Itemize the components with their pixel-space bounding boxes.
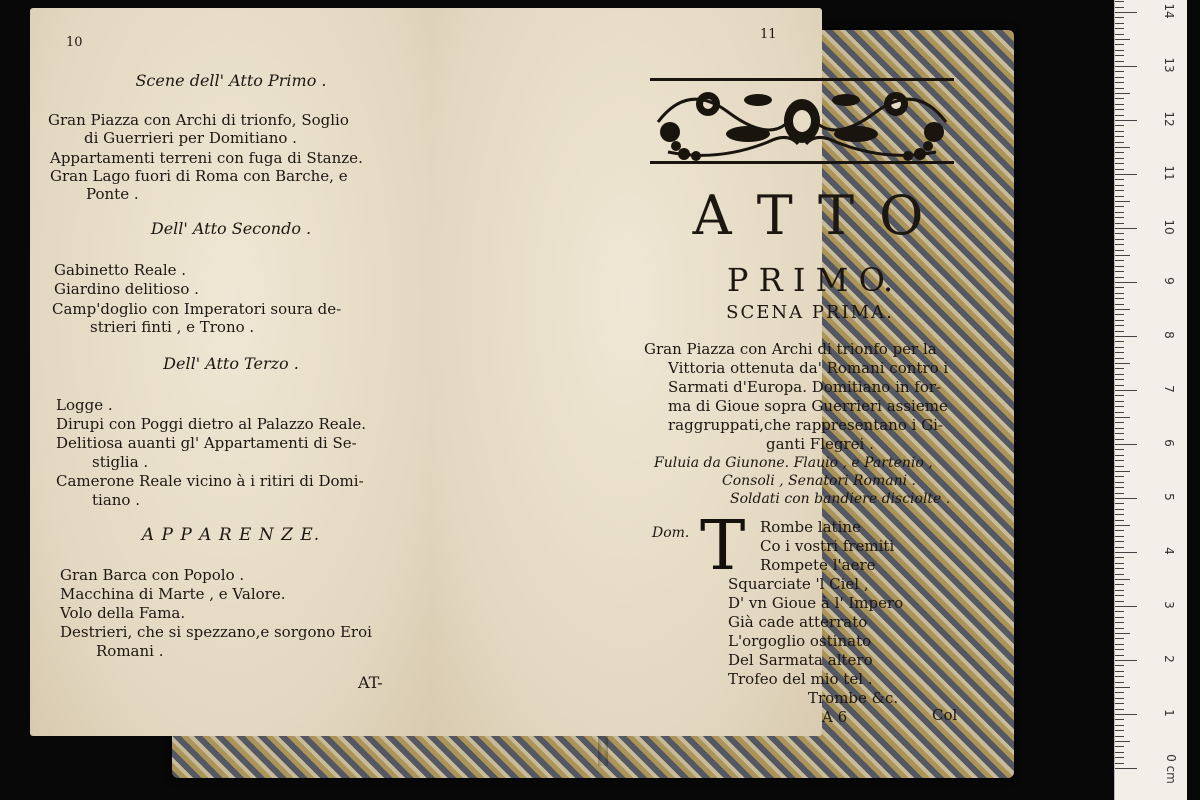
ruler-tick: [1115, 255, 1130, 256]
drop-cap: T: [700, 507, 746, 586]
ruler-tick: [1115, 44, 1124, 45]
ruler-tick: [1115, 88, 1124, 89]
verse-line: L'orgoglio ostinato: [728, 632, 872, 650]
ruler-tick: [1115, 34, 1124, 35]
ruler-tick: [1115, 709, 1124, 710]
ruler-number: 7: [1162, 385, 1176, 393]
apparenze-line: Macchina di Marte , e Valore.: [60, 585, 286, 603]
act3-line: Logge .: [56, 396, 113, 414]
act3-line: Dirupi con Poggi dietro al Palazzo Reale.: [56, 415, 367, 433]
ruler-tick: [1115, 363, 1130, 364]
ruler-tick: [1115, 244, 1124, 245]
ruler-tick: [1115, 174, 1137, 175]
ruler-tick: [1115, 7, 1124, 8]
ruler-tick: [1115, 482, 1124, 483]
ruler-tick: [1115, 320, 1124, 321]
ruler-tick: [1115, 725, 1124, 726]
ruler-tick: [1115, 28, 1124, 29]
ruler-tick: [1115, 633, 1130, 634]
ruler-tick: [1115, 498, 1137, 499]
ruler-tick: [1115, 379, 1124, 380]
ruler-tick: [1115, 71, 1124, 72]
ruler-unit-label: 0 cm: [1164, 754, 1178, 784]
ruler-tick: [1115, 676, 1124, 677]
ruler-tick: [1115, 298, 1124, 299]
verse-line: Del Sarmata altero: [728, 651, 873, 669]
ruler-tick: [1115, 622, 1124, 623]
act1-line: di Guerrieri per Domitiano .: [84, 129, 297, 147]
ruler-tick: [1115, 212, 1124, 213]
act1-line: Appartamenti terreni con fuga di Stanze.: [50, 149, 363, 167]
ruler-tick: [1115, 730, 1124, 731]
ruler-tick: [1115, 239, 1124, 240]
ruler-tick: [1115, 98, 1124, 99]
ruler-tick: [1115, 719, 1124, 720]
verse-line: Co i vostri fremiti: [760, 537, 895, 555]
ruler-tick: [1115, 66, 1137, 67]
ruler-tick: [1115, 466, 1124, 467]
ruler-tick: [1115, 331, 1124, 332]
ruler-tick: [1115, 201, 1130, 202]
ruler-tick: [1115, 655, 1124, 656]
ruler-tick: [1115, 682, 1124, 683]
ruler-tick: [1115, 395, 1124, 396]
act3-line: Camerone Reale vicino à i ritiri di Domi-: [56, 472, 364, 490]
ruler-tick: [1115, 574, 1124, 575]
ruler-tick: [1115, 293, 1124, 294]
ruler-tick: [1115, 476, 1124, 477]
ruler-tick: [1115, 401, 1124, 402]
ruler-number: 8: [1162, 331, 1176, 339]
left-page-number: 10: [66, 35, 83, 50]
ruler-tick: [1115, 55, 1124, 56]
ruler-tick: [1115, 125, 1124, 126]
ruler-tick: [1115, 579, 1130, 580]
ruler-tick: [1115, 601, 1124, 602]
ruler-tick: [1115, 595, 1124, 596]
ruler-tick: [1115, 638, 1124, 639]
ruler-tick: [1115, 417, 1130, 418]
description-line: ma di Gioue sopra Guerrieri assieme: [668, 397, 948, 415]
speaker-label: Dom.: [652, 525, 690, 541]
ruler-tick: [1115, 547, 1124, 548]
ruler-tick: [1115, 228, 1137, 229]
ruler-tick: [1115, 282, 1137, 283]
ruler-tick: [1115, 487, 1124, 488]
ruler-tick: [1115, 606, 1137, 607]
ruler-number: 1: [1162, 709, 1176, 717]
ruler-tick: [1115, 266, 1124, 267]
ruler-tick: [1115, 309, 1130, 310]
ruler-tick: [1115, 206, 1124, 207]
ruler-tick: [1115, 563, 1124, 564]
character-line: Consoli , Senatori Romani .: [722, 473, 916, 489]
ruler-tick: [1115, 61, 1124, 62]
ruler-tick: [1115, 93, 1130, 94]
ruler-tick: [1115, 736, 1124, 737]
ruler-tick: [1115, 271, 1124, 272]
ruler-tick: [1115, 552, 1137, 553]
ruler-number: 12: [1162, 111, 1176, 127]
apparenze-line: Destrieri, che si spezzano,e sorgono Eroi: [60, 623, 372, 641]
ruler-tick: [1115, 455, 1124, 456]
act3-line: Delitiosa auanti gl' Appartamenti di Se-: [56, 434, 357, 452]
ruler-tick: [1115, 190, 1124, 191]
ruler-tick: [1115, 541, 1124, 542]
ruler-tick: [1115, 77, 1124, 78]
floral-ornament-icon: [648, 72, 956, 170]
ruler-tick: [1115, 163, 1124, 164]
ruler-number: 11: [1162, 165, 1176, 181]
left-heading-act2: Dell' Atto Secondo .: [150, 219, 312, 238]
ruler-tick: [1115, 568, 1124, 569]
description-line: ganti Flegrei .: [766, 435, 874, 453]
ruler-number: 5: [1162, 493, 1176, 501]
ruler-tick: [1115, 39, 1130, 40]
ruler-tick: [1115, 557, 1124, 558]
act2-line: Gabinetto Reale .: [54, 261, 187, 279]
ruler-tick: [1115, 714, 1137, 715]
ruler-tick: [1115, 368, 1124, 369]
ruler-tick: [1115, 120, 1137, 121]
ruler-tick: [1115, 746, 1124, 747]
right-catchword: Col: [932, 706, 958, 724]
ruler-tick: [1115, 12, 1137, 13]
ruler-tick: [1115, 525, 1130, 526]
description-line: Gran Piazza con Archi di trionfo per la: [644, 340, 937, 358]
description-line: Vittoria ottenuta da' Romani contro i: [668, 359, 949, 377]
ruler-number: 4: [1162, 547, 1176, 555]
verse-line: Trombe &c.: [808, 689, 899, 707]
ruler-tick: [1115, 617, 1124, 618]
ruler-tick: [1115, 304, 1124, 305]
measuring-ruler: [1114, 0, 1187, 800]
ruler-tick: [1115, 358, 1124, 359]
ruler-tick: [1115, 104, 1124, 105]
ruler-tick: [1115, 741, 1130, 742]
ruler-tick: [1115, 17, 1124, 18]
ruler-tick: [1115, 611, 1124, 612]
signature-mark: A 6: [822, 708, 848, 726]
ruler-tick: [1115, 628, 1124, 629]
description-line: raggruppati,che rappresentano i Gi-: [668, 416, 944, 434]
ruler-tick: [1115, 665, 1124, 666]
ruler-tick: [1115, 223, 1124, 224]
ruler-tick: [1115, 449, 1124, 450]
ruler-tick: [1115, 471, 1130, 472]
character-line: Soldati con bandiere disciolte .: [730, 491, 951, 507]
right-page-number: 11: [760, 27, 777, 42]
apparenze-heading: A P P A R E N Z E.: [141, 525, 321, 545]
ruler-tick: [1115, 590, 1124, 591]
act1-line: Gran Lago fuori di Roma con Barche, e: [50, 167, 348, 185]
ruler-tick: [1115, 152, 1124, 153]
ruler-tick: [1115, 217, 1124, 218]
ruler-tick: [1115, 768, 1137, 769]
ruler-tick: [1115, 250, 1124, 251]
verse-line: Già cade atterrato: [728, 613, 868, 631]
ruler-tick: [1115, 530, 1124, 531]
ruler-tick: [1115, 460, 1124, 461]
act3-line: tiano .: [92, 491, 140, 509]
ruler-tick: [1115, 503, 1124, 504]
verse-line: D' vn Gioue à l' Impero: [728, 594, 904, 612]
ruler-number: 9: [1162, 277, 1176, 285]
ruler-tick: [1115, 374, 1124, 375]
ruler-tick: [1115, 169, 1124, 170]
ruler-tick: [1115, 422, 1124, 423]
act-number-title: P R I M O.: [726, 261, 894, 299]
ruler-tick: [1115, 347, 1124, 348]
act3-line: stiglia .: [92, 453, 149, 471]
act2-line: strieri finti , e Trono .: [90, 318, 255, 336]
ruler-tick: [1115, 50, 1124, 51]
ruler-tick: [1115, 584, 1124, 585]
ruler-number: 6: [1162, 439, 1176, 447]
ruler-tick: [1115, 325, 1124, 326]
ruler-tick: [1115, 23, 1124, 24]
ruler-tick: [1115, 115, 1124, 116]
ruler-tick: [1115, 131, 1124, 132]
left-heading-act3: Dell' Atto Terzo .: [163, 354, 299, 373]
ruler-tick: [1115, 703, 1124, 704]
ruler-tick: [1115, 390, 1137, 391]
character-line: Fuluia da Giunone. Flauio , e Partenio ,: [654, 455, 933, 471]
ruler-tick: [1115, 277, 1124, 278]
ruler-tick: [1115, 287, 1124, 288]
ruler-number: 10: [1162, 219, 1176, 235]
ruler-tick: [1115, 109, 1124, 110]
ruler-tick: [1115, 444, 1137, 445]
ruler-tick: [1115, 514, 1124, 515]
ruler-tick: [1115, 406, 1124, 407]
ruler-number: 3: [1162, 601, 1176, 609]
ruler-number: 14: [1162, 3, 1176, 19]
ruler-tick: [1115, 493, 1124, 494]
ruler-tick: [1115, 82, 1124, 83]
ruler-tick: [1115, 660, 1137, 661]
ruler-tick: [1115, 536, 1124, 537]
ruler-number: 2: [1162, 655, 1176, 663]
ruler-tick: [1115, 233, 1124, 234]
verse-line: Trofeo del mio tel .: [728, 670, 873, 688]
ruler-tick: [1115, 336, 1137, 337]
act1-line: Gran Piazza con Archi di trionfo, Soglio: [48, 111, 349, 129]
description-line: Sarmati d'Europa. Domitiano in for-: [668, 378, 942, 396]
ruler-tick: [1115, 196, 1124, 197]
ruler-tick: [1115, 439, 1124, 440]
left-heading-act1: Scene dell' Atto Primo .: [135, 71, 327, 90]
act-title: A T T O: [692, 184, 928, 247]
ruler-tick: [1115, 752, 1124, 753]
ruler-number: 13: [1162, 57, 1176, 73]
ruler-tick: [1115, 509, 1124, 510]
ruler-tick: [1115, 692, 1124, 693]
verse-line: Squarciate 'l Ciel ,: [728, 575, 869, 593]
act2-line: Giardino delitioso .: [54, 280, 199, 298]
ruler-tick: [1115, 314, 1124, 315]
ruler-tick: [1115, 179, 1124, 180]
apparenze-line: Volo della Fama.: [60, 604, 186, 622]
ruler-tick: [1115, 757, 1124, 758]
ruler-tick: [1115, 433, 1124, 434]
act2-line: Camp'doglio con Imperatori soura de-: [52, 300, 342, 318]
ruler-tick: [1115, 644, 1124, 645]
ruler-tick: [1115, 385, 1124, 386]
ruler-tick: [1115, 260, 1124, 261]
ruler-tick: [1115, 158, 1124, 159]
ruler-tick: [1115, 428, 1124, 429]
ruler-tick: [1115, 185, 1124, 186]
ruler-tick: [1115, 1, 1124, 2]
apparenze-line: Gran Barca con Popolo .: [60, 566, 245, 584]
verse-line: Rombe latine: [760, 518, 861, 536]
left-page: [30, 8, 432, 736]
ruler-tick: [1115, 520, 1124, 521]
ruler-tick: [1115, 147, 1130, 148]
ruler-tick: [1115, 341, 1124, 342]
ruler-tick: [1115, 687, 1130, 688]
verse-line: Rompete l'aere: [760, 556, 876, 574]
ruler-tick: [1115, 698, 1124, 699]
ruler-tick: [1115, 412, 1124, 413]
ruler-tick: [1115, 352, 1124, 353]
ruler-tick: [1115, 649, 1124, 650]
ruler-tick: [1115, 136, 1124, 137]
scene-heading: SCENA PRIMA.: [726, 302, 894, 323]
ruler-tick: [1115, 671, 1124, 672]
ruler-tick: [1115, 763, 1124, 764]
ruler-tick: [1115, 142, 1124, 143]
act1-line: Ponte .: [86, 185, 139, 203]
apparenze-line: Romani .: [96, 642, 164, 660]
left-catchword: AT-: [358, 673, 383, 692]
